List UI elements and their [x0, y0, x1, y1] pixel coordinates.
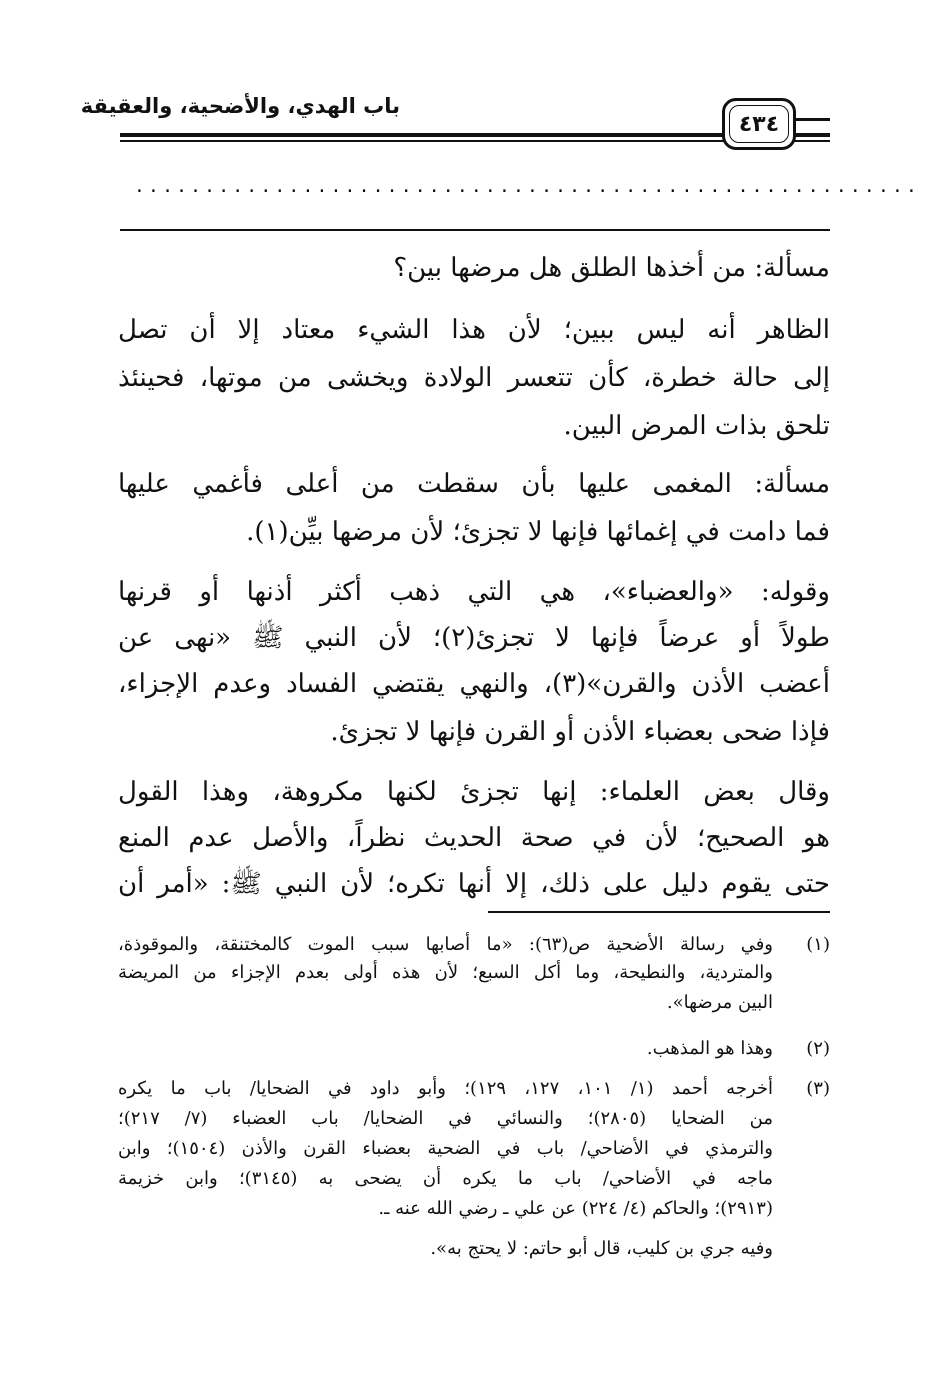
footnote-line: والمتردية، والنطيحة، وما أكل السبع؛ لأن هذه أولى بعدم الإجزاء من المريضة: [118, 962, 773, 983]
footnote-number: (٣): [806, 1078, 830, 1099]
body-line: أعضب الأذن والقرن»(٣)، والنهي يقتضي الفساد وعدم الإجزاء،: [118, 669, 830, 699]
section-rule: [120, 229, 830, 231]
body-line: فإذا ضحى بعضباء الأذن أو القرن فإنها لا تجزئ.: [330, 717, 830, 747]
body-line: هو الصحيح؛ لأن في صحة الحديث نظراً، والأصل عدم المنع: [118, 823, 830, 853]
body-line: وقوله: «والعضباء»، هي التي ذهب أكثر أذنها أو قرنها: [118, 577, 830, 607]
page-number: ٤٣٤: [722, 98, 796, 150]
footnote-line: من الضحايا (٢٨٠٥)؛ والنسائي في الضحايا/ باب العضباء (٧/ ٢١٧)؛: [118, 1108, 773, 1129]
body-line: الظاهر أنه ليس ببين؛ لأن هذا الشيء معتاد إلا أن تصل: [118, 315, 830, 345]
body-line: مسألة: من أخذها الطلق هل مرضها بين؟: [393, 253, 830, 283]
footnote-number: (٢): [806, 1038, 830, 1059]
body-line: طولاً أو عرضاً فإنها لا تجزئ(٢)؛ لأن النبي ﷺ «نهى عن: [118, 623, 830, 653]
page-number-rule: [790, 118, 830, 121]
body-line: مسألة: المغمى عليها بأن سقطت من أعلى فأغمي عليها: [118, 469, 830, 499]
dotted-continuation-line: ........................................................: [134, 176, 921, 197]
footnote-line: وهذا هو المذهب.: [646, 1038, 773, 1059]
footnote-number: (١): [806, 934, 830, 955]
body-line: تلحق بذات المرض البين.: [563, 411, 830, 441]
footnote-line: وفي رسالة الأضحية ص(٦٣): «ما أصابها سبب الموت كالمختنقة، والموقوذة،: [118, 934, 773, 955]
footnote-line: وفيه جري بن كليب، قال أبو حاتم: لا يحتج به».: [430, 1238, 773, 1259]
body-line: وقال بعض العلماء: إنها تجزئ لكنها مكروهة، وهذا القول: [118, 777, 830, 807]
footnote-line: ماجه في الأضاحي/ باب ما يكره أن يضحى به (٣١٤٥)؛ وابن خزيمة: [118, 1168, 774, 1189]
running-header-title: باب الهدي، والأضحية، والعقيقة: [80, 94, 400, 118]
footnote-line: (٢٩١٣)؛ والحاكم (٤/ ٢٢٤) عن علي ـ رضي الله عنه ـ.: [378, 1198, 773, 1219]
footnote-line: البين مرضها».: [666, 992, 773, 1013]
footnote-line: والترمذي في الأضاحي/ باب في الضحية بعضباء القرن والأذن (١٥٠٤)؛ وابن: [118, 1138, 773, 1159]
footnote-line: أخرجه أحمد (١/ ١٠١، ١٢٧، ١٢٩)؛ وأبو داود في الضحايا/ باب ما يكره: [118, 1078, 774, 1099]
body-line: فما دامت في إغمائها فإنها لا تجزئ؛ لأن مرضها بيِّن(١).: [246, 517, 830, 547]
body-line: حتى يقوم دليل على ذلك، إلا أنها تكره؛ لأن النبي ﷺ: «أمر أن: [118, 869, 830, 899]
body-line: إلى حالة خطرة، كأن تتعسر الولادة ويخشى من موتها، فحينئذ: [118, 363, 830, 393]
footnote-rule: [488, 911, 830, 913]
